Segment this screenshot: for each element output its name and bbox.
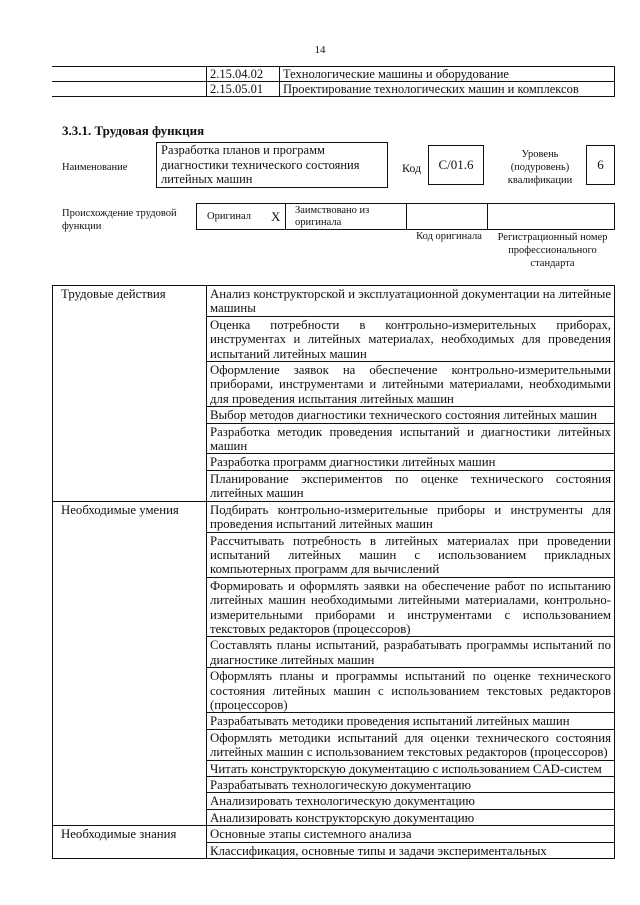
section-item: Разрабатывать методики проведения испытаний литейных машин	[207, 713, 615, 729]
section-item: Оформлять методики испытаний для оценки технического состояния литейных машин с использованием текстовых редакторов (процессоров)	[207, 729, 615, 760]
function-name: Разработка планов и программ диагностики технического состояния литейных машин	[156, 142, 388, 188]
code-label: Код	[402, 161, 422, 175]
page-number: 14	[314, 44, 326, 56]
section-item: Оценка потребности в контрольно-измерительных приборах, инструментах и литейных материалах, необходимых для проведения испытаний литейных машин	[207, 316, 615, 361]
borrowed-box	[285, 203, 407, 230]
reg-number-label: Регистрационный номер профессионального стандарта	[497, 232, 608, 269]
borrowed-label: Заимствовано из оригинала	[295, 205, 370, 228]
table-row	[53, 286, 615, 317]
section-title: Необходимые умения	[53, 501, 207, 826]
original-mark: Х	[271, 209, 281, 224]
original-label: Оригинал	[207, 211, 251, 222]
section-item: Разрабатывать технологическую документацию	[207, 777, 615, 793]
section-item: Выбор методов диагностики технического состояния литейных машин	[207, 407, 615, 423]
name-label: Наименование	[62, 162, 128, 173]
section-item: Анализировать конструкторскую документацию	[207, 809, 615, 825]
table-row	[53, 826, 615, 842]
section-title: Необходимые знания	[53, 826, 207, 859]
reg-number-box	[487, 203, 615, 230]
section-heading: 3.3.1. Трудовая функция	[62, 123, 205, 138]
section-item: Рассчитывать потребность в литейных материалах при проведении испытаний литейных машин с использованием прикладных компьютерных программ для вычислений	[207, 532, 615, 577]
section-item: Формировать и оформлять заявки на обеспечение работ по испытанию литейных машин необходимыми литейными материалами, контрольно-измерительными приборами и инструментами с использованием текстовых редакторов (процессоров)	[207, 577, 615, 637]
section-item: Составлять планы испытаний, разрабатывать программы испытаний по диагностике литейных машин	[207, 637, 615, 668]
section-item: Оформление заявок на обеспечение контрольно-измерительными приборами, инструментами и литейными материалами, необходимыми для проведения испытания литейных машин	[207, 362, 615, 407]
code-name-cell: Технологические машины и оборудование	[280, 67, 615, 82]
origin-label: Происхождение трудовой функции	[62, 208, 177, 232]
section-item: Разработка методик проведения испытаний и диагностики литейных машин	[207, 423, 615, 454]
section-item: Читать конструкторскую документацию с использованием CAD-систем	[207, 760, 615, 776]
origin-original-box	[196, 203, 286, 230]
function-code: С/01.6	[428, 145, 484, 185]
section-item: Разработка программ диагностики литейных машин	[207, 454, 615, 470]
section-item: Планирование экспериментов по оценке технического состояния литейных машин	[207, 470, 615, 501]
code-name-cell: Проектирование технологических машин и комплексов	[280, 82, 615, 97]
labor-function-table-body	[53, 286, 615, 859]
code-original-box	[406, 203, 488, 230]
codes-table	[52, 66, 615, 97]
code-cell: 2.15.04.02	[207, 67, 280, 82]
section-item: Основные этапы системного анализа	[207, 826, 615, 842]
code-original-label: Код оригинала	[416, 231, 482, 242]
section-item: Анализ конструкторской и эксплуатационной документации на литейные машины	[207, 286, 615, 317]
code-cell: 2.15.05.01	[207, 82, 280, 97]
section-item: Анализировать технологическую документацию	[207, 793, 615, 809]
labor-function-table	[52, 285, 615, 859]
codes-row	[52, 67, 615, 82]
section-title: Трудовые действия	[53, 286, 207, 502]
section-item: Подбирать контрольно-измерительные приборы и инструменты для проведения испытаний литейных машин	[207, 501, 615, 532]
section-item: Оформлять планы и программы испытаний по оценке технического состояния литейных машин с использованием текстовых редакторов (процессоров)	[207, 668, 615, 713]
codes-row	[52, 82, 615, 97]
qualification-level: 6	[586, 145, 615, 185]
section-item: Классификация, основные типы и задачи экспериментальных	[207, 842, 615, 858]
table-row	[53, 501, 615, 532]
level-label: Уровень (подуровень) квалификации	[507, 149, 573, 186]
